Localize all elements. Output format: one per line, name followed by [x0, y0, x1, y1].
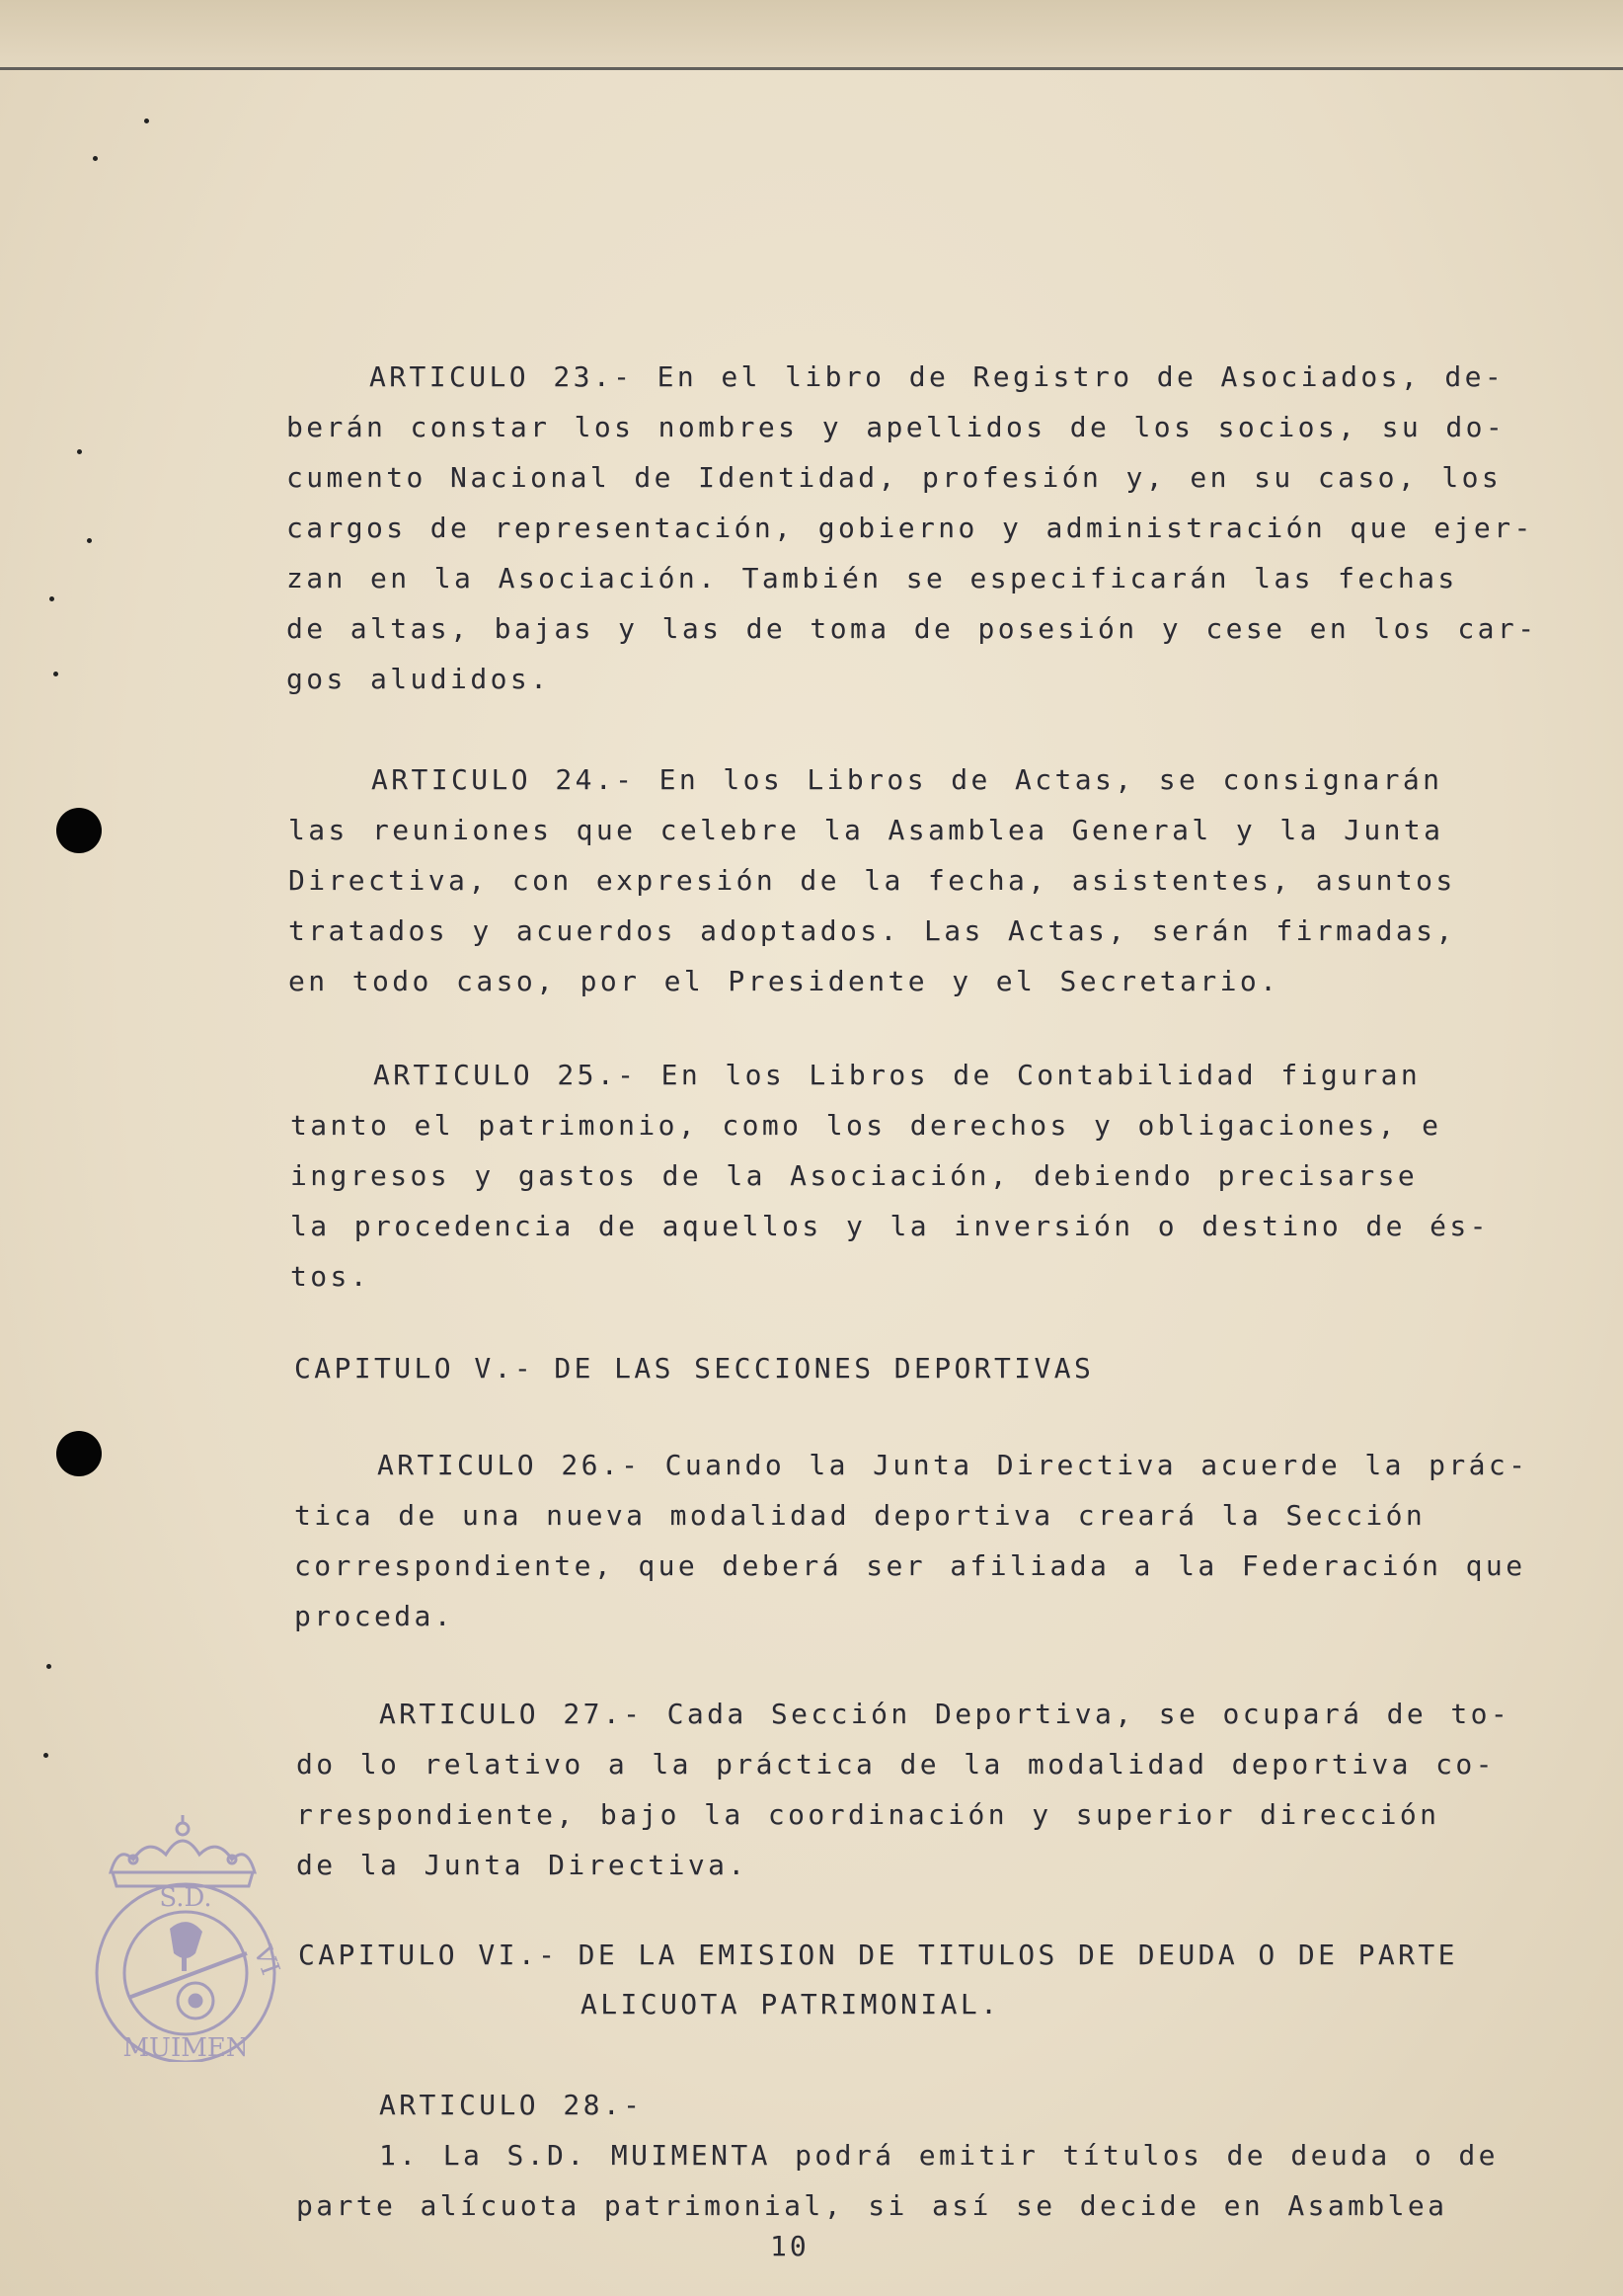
chapter-6-title-line1: CAPITULO VI.- DE LA EMISION DE TITULOS DE DEUDA O DE PARTE: [298, 1939, 1458, 1971]
article-line: rrespondiente, bajo la coordinación y superior dirección: [296, 1798, 1440, 1831]
article-line: Directiva, con expresión de la fecha, asistentes, asuntos: [288, 864, 1456, 897]
article-25: [290, 1050, 1514, 1302]
article-line: ARTICULO 26.- Cuando la Junta Directiva acuerde la prác-: [377, 1449, 1529, 1481]
seal-text-bottom: MUIMEN: [122, 2033, 249, 2062]
speck: [77, 449, 82, 454]
bird-icon: [170, 1922, 202, 1971]
article-line: zan en la Asociación. También se especificarán las fechas: [286, 562, 1458, 594]
seal-text-right: VI: [247, 1941, 285, 1980]
article-line: de altas, bajas y las de toma de posesión y cese en los car-: [286, 612, 1538, 645]
article-line: cargos de representación, gobierno y administración que ejer-: [286, 512, 1534, 544]
article-23: [286, 352, 1538, 704]
article-28: [296, 2080, 1520, 2231]
punch-hole-lower: [56, 1431, 102, 1476]
football-icon: [178, 1983, 213, 2019]
speck: [49, 596, 54, 601]
seal-text-top: S.D.: [159, 1883, 212, 1913]
speck: [93, 156, 98, 161]
speck: [87, 538, 92, 543]
article-line: ARTICULO 24.- En los Libros de Actas, se consignarán: [371, 763, 1443, 796]
article-line: cumento Nacional de Identidad, profesión y, en su caso, los: [286, 461, 1503, 494]
page-top-rule: [0, 67, 1623, 70]
article-line: parte alícuota patrimonial, si así se decide en Asamblea: [296, 2189, 1448, 2222]
article-line: proceda.: [294, 1600, 455, 1632]
article-line: tos.: [290, 1260, 371, 1293]
article-line: ARTICULO 25.- En los Libros de Contabilidad figuran: [373, 1059, 1422, 1091]
chapter-5-heading: [294, 1344, 1094, 1393]
club-seal-stamp: [79, 1815, 296, 2062]
crown-icon: [111, 1815, 255, 1886]
article-line: do lo relativo a la práctica de la modalidad deportiva co-: [296, 1748, 1496, 1781]
article-line: las reuniones que celebre la Asamblea General y la Junta: [288, 814, 1444, 846]
speck: [53, 672, 58, 676]
article-24: [288, 754, 1512, 1006]
article-line: en todo caso, por el Presidente y el Secretario.: [288, 965, 1280, 997]
article-line: correspondiente, que deberá ser afiliada a la Federación que: [294, 1549, 1526, 1582]
article-line: de la Junta Directiva.: [296, 1849, 748, 1881]
article-26: [294, 1440, 1529, 1641]
article-line: tica de una nueva modalidad deportiva creará la Sección: [294, 1499, 1427, 1532]
page-top-edge: [0, 0, 1623, 69]
article-line: la procedencia de aquellos y la inversión o destino de és-: [290, 1210, 1490, 1242]
article-27: [296, 1689, 1520, 1890]
article-line: ARTICULO 28.-: [379, 2089, 644, 2121]
article-line: ARTICULO 23.- En el libro de Registro de Asociados, de-: [369, 360, 1506, 393]
speck: [43, 1753, 48, 1758]
article-line: 1. La S.D. MUIMENTA podrá emitir títulos de deuda o de: [379, 2139, 1499, 2172]
chapter-6-heading: [298, 1931, 1458, 2029]
article-line: ingresos y gastos de la Asociación, debiendo precisarse: [290, 1159, 1419, 1192]
speck: [46, 1664, 51, 1669]
article-line: berán constar los nombres y apellidos de los socios, su do-: [286, 411, 1507, 443]
page-number: 10: [770, 2230, 810, 2262]
chapter-6-title-line2: ALICUOTA PATRIMONIAL.: [580, 1988, 1001, 2020]
article-line: gos aludidos.: [286, 663, 551, 695]
article-line: tratados y acuerdos adoptados. Las Actas, serán firmadas,: [288, 914, 1456, 947]
chapter-5-title: CAPITULO V.- DE LAS SECCIONES DEPORTIVAS: [294, 1352, 1095, 1385]
speck: [144, 119, 149, 123]
punch-hole-upper: [56, 808, 102, 853]
article-line: ARTICULO 27.- Cada Sección Deportiva, se ocupará de to-: [379, 1698, 1511, 1730]
article-line: tanto el patrimonio, como los derechos y obligaciones, e: [290, 1109, 1442, 1142]
